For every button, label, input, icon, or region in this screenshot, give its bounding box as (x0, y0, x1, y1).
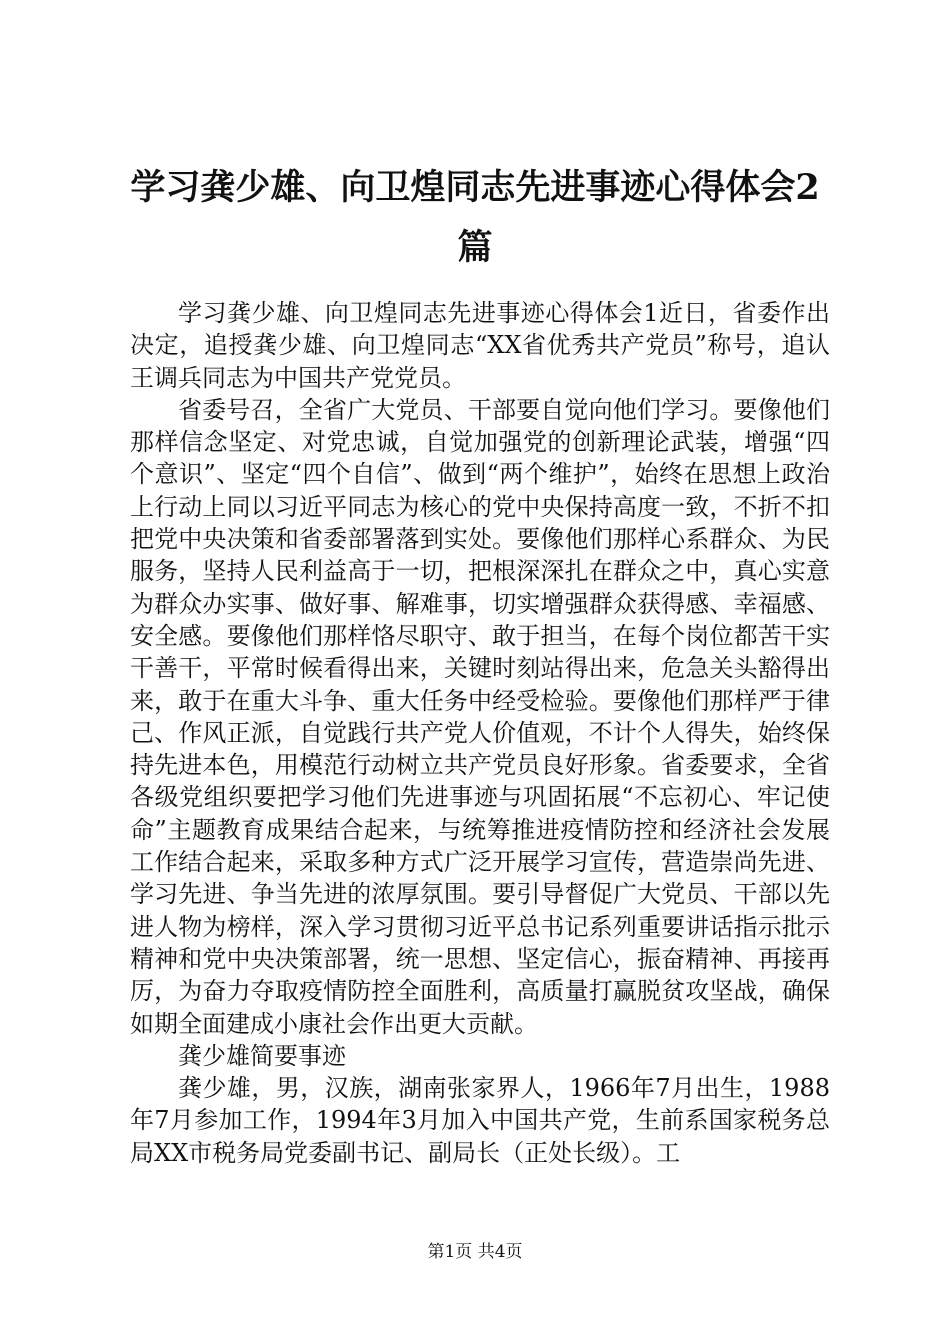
body-paragraph-1: 学习龚少雄、向卫煌同志先进事迹心得体会1近日，省委作出决定，追授龚少雄、向卫煌同志“XX省优秀共产党员”称号，追认王调兵同志为中国共产党党员。 (130, 299, 830, 392)
section-paragraph: 龚少雄，男，汉族，湖南张家界人，1966年7月出生，1988年7月参加工作，1994年3月加入中国共产党，生前系国家税务总局XX市税务局党委副书记、副局长（正处长级）。工 (130, 1074, 830, 1167)
document-body (130, 297, 830, 1169)
document-title: 学习龚少雄、向卫煌同志先进事迹心得体会2篇 (130, 167, 820, 268)
body-paragraph-2: 省委号召，全省广大党员、干部要自觉向他们学习。要像他们那样信念坚定、对党忠诚，自觉加强党的创新理论武装，增强“四个意识”、坚定“四个自信”、做到“两个维护”，始终在思想上政治上行动上同以习近平同志为核心的党中央保持高度一致，不折不扣把党中央决策和省委部署落到实处。要像他们那样心系群众、为民服务，坚持人民利益高于一切，把根深深扎在群众之中，真心实意为群众办实事、做好事、解难事，切实增强群众获得感、幸福感、安全感。要像他们那样恪尽职守、敢于担当，在每个岗位都苦干实干善干，平常时候看得出来，关键时刻站得出来，危急关头豁得出来，敢于在重大斗争、重大任务中经受检验。要像他们那样严于律己、作风正派，自觉践行共产党人价值观，不计个人得失，始终保持先进本色，用模范行动树立共产党员良好形象。省委要求，全省各级党组织要把学习他们先进事迹与巩固拓展“不忘初心、牢记使命”主题教育成果结合起来，与统筹推进疫情防控和经济社会发展工作结合起来，采取多种方式广泛开展学习宣传，营造崇尚先进、学习先进、争当先进的浓厚氛围。要引导督促广大党员、干部以先进人物为榜样，深入学习贯彻习近平总书记系列重要讲话指示批示精神和党中央决策部署，统一思想、坚定信心，振奋精神、再接再厉，为奋力夺取疫情防控全面胜利，高质量打赢脱贫攻坚战，确保如期全面建成小康社会作出更大贡献。 (130, 395, 830, 1038)
section-heading: 龚少雄简要事迹 (178, 1041, 346, 1070)
page-footer: 第1页 共4页 (427, 1242, 523, 1262)
